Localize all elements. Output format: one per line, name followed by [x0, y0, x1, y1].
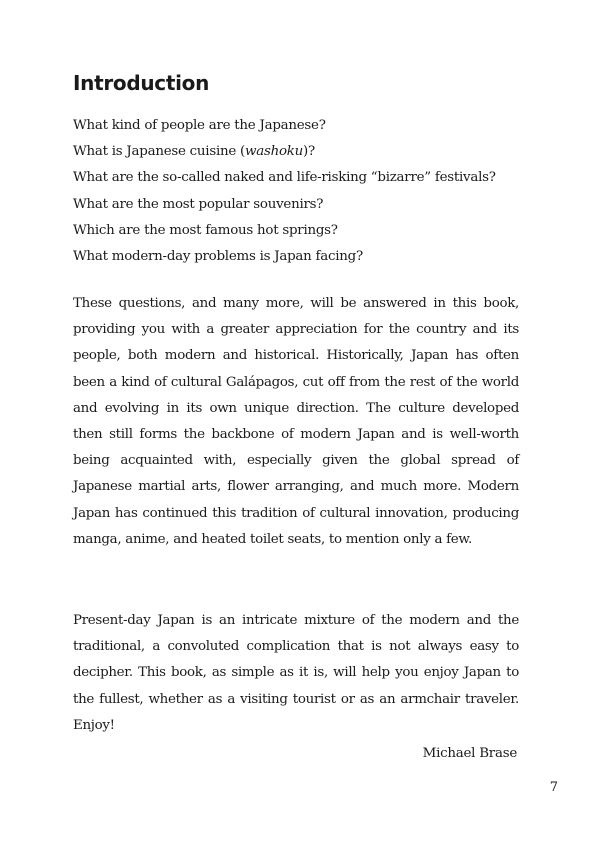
- body-paragraph: These questions, and many more, will be answered in this book, providing you with a greater appreciation for the country and its people, both modern and historical. Historically, Japan has often been a kind of cultural Galápagos, cut off from the rest of the world and evolving in its own unique direction. The culture developed then still forms the backbone of modern Japan and is well-worth being acquainted with, especially given the global spread of Japanese martial arts, flower arranging, and much more. Modern Japan has continued this tradition of cultural innovation, producing manga, anime, and heated toilet seats, to mention only a few.: [73, 296, 519, 547]
- question-list: [73, 113, 496, 270]
- question-item: What kind of people are the Japanese?: [73, 118, 326, 133]
- page-number: 7: [549, 780, 558, 795]
- question-item: Which are the most famous hot springs?: [73, 222, 338, 238]
- question-item: What modern-day problems is Japan facing?: [73, 249, 363, 265]
- page-title: Introduction: [73, 71, 210, 95]
- question-item: What are the so-called naked and life-risking “bizarre” festivals?: [73, 170, 496, 186]
- body-paragraph: Present-day Japan is an intricate mixture of the modern and the traditional, a convoluted complication that is not always easy to decipher. This book, as simple as it is, will help you enjoy Japan to the fullest, whether as a visiting tourist or as an armchair traveler. Enjoy!: [73, 613, 519, 733]
- question-item: What are the most popular souvenirs?: [73, 196, 324, 212]
- question-text: What is Japanese cuisine (: [73, 144, 246, 160]
- author-signature: Michael Brase: [422, 746, 517, 761]
- italic-term: washoku: [245, 144, 304, 160]
- question-text: )?: [303, 144, 315, 160]
- question-item: [73, 139, 496, 165]
